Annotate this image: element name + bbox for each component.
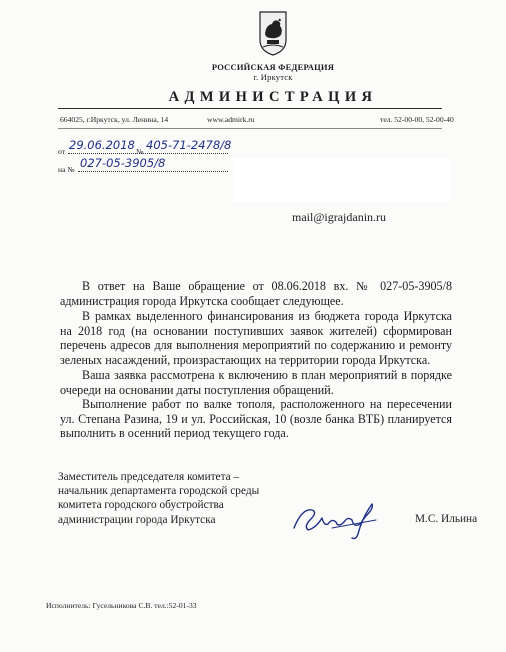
paragraph-3: Ваша заявка рассмотрена к включению в план мероприятий в порядке очереди на основании даты поступления обращений. [60,368,452,397]
position-line-3: комитета городского обустройства [58,499,224,512]
on-number-underline [78,171,228,172]
irkutsk-coat-of-arms-icon [259,10,287,56]
executor-line: Исполнитель: Гусельникова С.В. тел.:52-01-33 [46,601,197,610]
country-title: РОССИЙСКАЯ ФЕДЕРАЦИЯ [211,62,335,72]
paragraph-1: В ответ на Ваше обращение от 08.06.2018 вх. № 027-05-3905/8 администрация города Иркутска сообщает следующее. [60,279,452,308]
signatory-position [58,470,318,527]
handwritten-signature [288,498,398,542]
recipient-email: mail@igrajdanin.ru [292,210,387,224]
from-underline [68,153,228,154]
paragraph-4: Выполнение работ по валке тополя, расположенного на пересечении ул. Степана Разина, 19 и ул. Российская, 10 (возле банка ВТБ) планируется выполнить в осенний период текущего года. [60,397,452,441]
on-number-label: на № [58,165,75,174]
header-rule-top [58,108,442,109]
position-line-1: Заместитель председателя комитета – [58,471,240,483]
phone-text: тел. 52-00-00, 52-00-40 [380,115,454,124]
organization-title: АДМИНИСТРАЦИЯ [168,89,378,105]
paragraph-2: В рамках выделенного финансирования из бюджета города Иркутска на 2018 год (на основании поступивших заявок жителей) сформирован перечень адресов для выполнения мероприятий по содержанию и ремонту зеленых насаждений, произрастающих на территории города Иркутска. [60,309,452,367]
position-line-4: администрации города Иркутска [58,513,216,526]
signatory-name: М.С. Ильина [415,513,478,525]
redacted-area [233,158,451,202]
header-rule-bottom [58,128,442,129]
website-text: www.admirk.ru [207,115,255,124]
outgoing-number: 405-71-2478/8 [146,138,232,152]
number-label: № [136,147,144,156]
position-line-2: начальник департамента городской среды [58,485,260,498]
incoming-number: 027-05-3905/8 [80,156,166,170]
city-title: г. Иркутск [253,72,293,82]
from-label: от [58,147,66,156]
from-date: 29.06.2018 [69,138,135,152]
address-text: 664025, г.Иркутск, ул. Ленина, 14 [60,115,169,124]
